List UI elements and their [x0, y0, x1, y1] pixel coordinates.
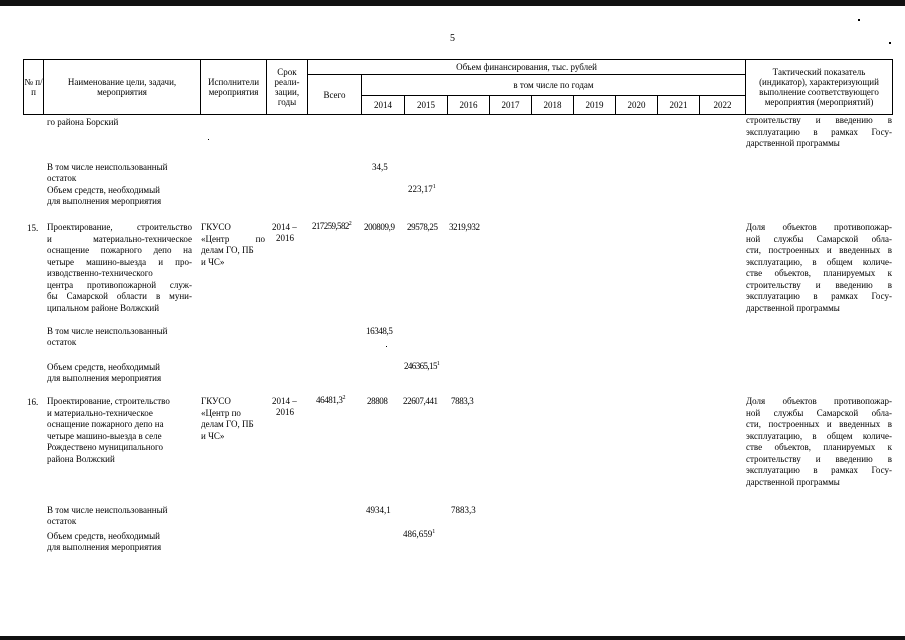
- header-col-name: Наименование цели, задачи, мероприятия: [67, 77, 177, 97]
- header-year: 2020: [627, 100, 646, 110]
- header-col-indicator: Тактический показатель (индикатор), характеризующий выполнение соответствующего мероприятия (мероприятий): [759, 67, 879, 107]
- scan-speck: [208, 139, 209, 140]
- label-line: остаток: [47, 173, 77, 183]
- scan-top-border: [0, 0, 905, 6]
- unused-value-2014: 4934,1: [366, 505, 391, 515]
- row-number: 16.: [27, 397, 39, 407]
- indicator-line: дарственной программы: [746, 138, 840, 148]
- header-year: 2019: [585, 100, 604, 110]
- unused-value-2014: 16348,5: [366, 326, 393, 336]
- header-year: 2021: [669, 100, 688, 110]
- row-total: 217259,582$^2$: [312, 221, 352, 231]
- unused-label: [47, 162, 167, 184]
- needed-value-2015: 486,659$^1$: [403, 529, 436, 539]
- header-col-total: Всего: [323, 89, 346, 100]
- needed-value-2015: 246365,15$^1$: [404, 361, 440, 371]
- needed-label: Объем средств, необходимый для выполнения мероприятия: [47, 531, 162, 552]
- header-col-funding: Объем финансирования, тыс. рублей: [456, 62, 597, 72]
- table-header: [23, 59, 893, 115]
- header-border-right: [892, 59, 893, 115]
- row-executor: ГКУСО «Центр по делам ГО, ПБ и ЧС»: [201, 396, 254, 441]
- row-executor: ГКУСО «Центр по делам ГО, ПБ и ЧС»: [201, 222, 265, 267]
- row-indicator: Доля объектов противопожар- ной службы Самарской обла- сти, построенных и введенных в эксплуатацию, в общем количе- стве объектов, планируемых к строительству и введению в эксплуатацию в рамках Госу- дарственной программы: [746, 222, 892, 313]
- unused-value-2014: 34,5: [372, 162, 388, 172]
- scan-speck: [386, 346, 387, 347]
- header-col-by-years: в том числе по годам: [513, 80, 594, 90]
- row-number: 15.: [27, 223, 39, 233]
- header-year: 2014: [374, 100, 392, 110]
- header-year: 2015: [417, 100, 435, 110]
- row-indicator: Доля объектов противопожар- ной службы Самарской обла- сти, построенных и введенных в эксплуатацию, в общем количе- стве объектов, планируемых к строительству и введению в эксплуатацию в рамках Госу- дарственной программы: [746, 396, 892, 487]
- header-col-num: № п/п: [24, 77, 43, 97]
- row-value-2014: 200809,9: [364, 222, 395, 232]
- needed-label: Объем средств, необходимый для выполнения мероприятия: [47, 362, 162, 383]
- row-value-2016: 7883,3: [451, 396, 474, 406]
- label-line: Объем средств, необходимый: [47, 185, 160, 195]
- row-term: 2014 – 2016: [272, 396, 297, 417]
- unused-value-2016: 7883,3: [451, 505, 476, 515]
- scan-speck: [858, 19, 860, 21]
- label-line: В том числе неиспользованный: [47, 162, 168, 172]
- needed-value-2015: 223,17$^1$: [408, 184, 436, 194]
- row-value-2016: 3219,932: [449, 222, 480, 232]
- indicator-line: эксплуатацию в рамках Госу-: [746, 126, 892, 137]
- header-col-term: Срок реали-зации, годы: [274, 67, 300, 107]
- header-year: 2022: [713, 100, 732, 110]
- needed-label: [47, 185, 161, 207]
- row-name: Проектирование, строительство и материально-техническое оснащение пожарного депо на четыре машино-выезда в селе Рождествено муниципального района Волжский: [47, 396, 170, 464]
- header-year: 2016: [459, 100, 478, 110]
- row-value-2014: 28808: [367, 396, 388, 406]
- header-year: 2017: [501, 100, 520, 110]
- page-number: 5: [450, 33, 455, 44]
- header-col-executor: Исполнители мероприятия: [207, 77, 260, 97]
- unused-label: В том числе неиспользованный остаток: [47, 326, 168, 347]
- header-year: 2018: [543, 100, 562, 110]
- scan-bottom-border: [0, 636, 905, 640]
- indicator-line: строительству и введению в: [746, 115, 892, 125]
- row-name-continuation: го района Борский: [47, 117, 119, 127]
- row-value-2015: 29578,25: [407, 222, 438, 232]
- row-value-2015: 22607,441: [403, 396, 438, 406]
- row-indicator-continuation: [746, 115, 892, 150]
- label-line: для выполнения мероприятия: [47, 196, 162, 206]
- row-total: 46481,3$^2$: [316, 395, 346, 405]
- unused-label: В том числе неиспользованный остаток: [47, 505, 168, 526]
- row-term: 2014 – 2016: [272, 222, 297, 243]
- row-name: Проектирование, строительство и материально-техническое оснащение пожарного депо на четыре машино-выезда и про- изводственно-технического центра противопожарной служ- бы Самарской области в муни- ципальном районе Волжский: [47, 222, 192, 313]
